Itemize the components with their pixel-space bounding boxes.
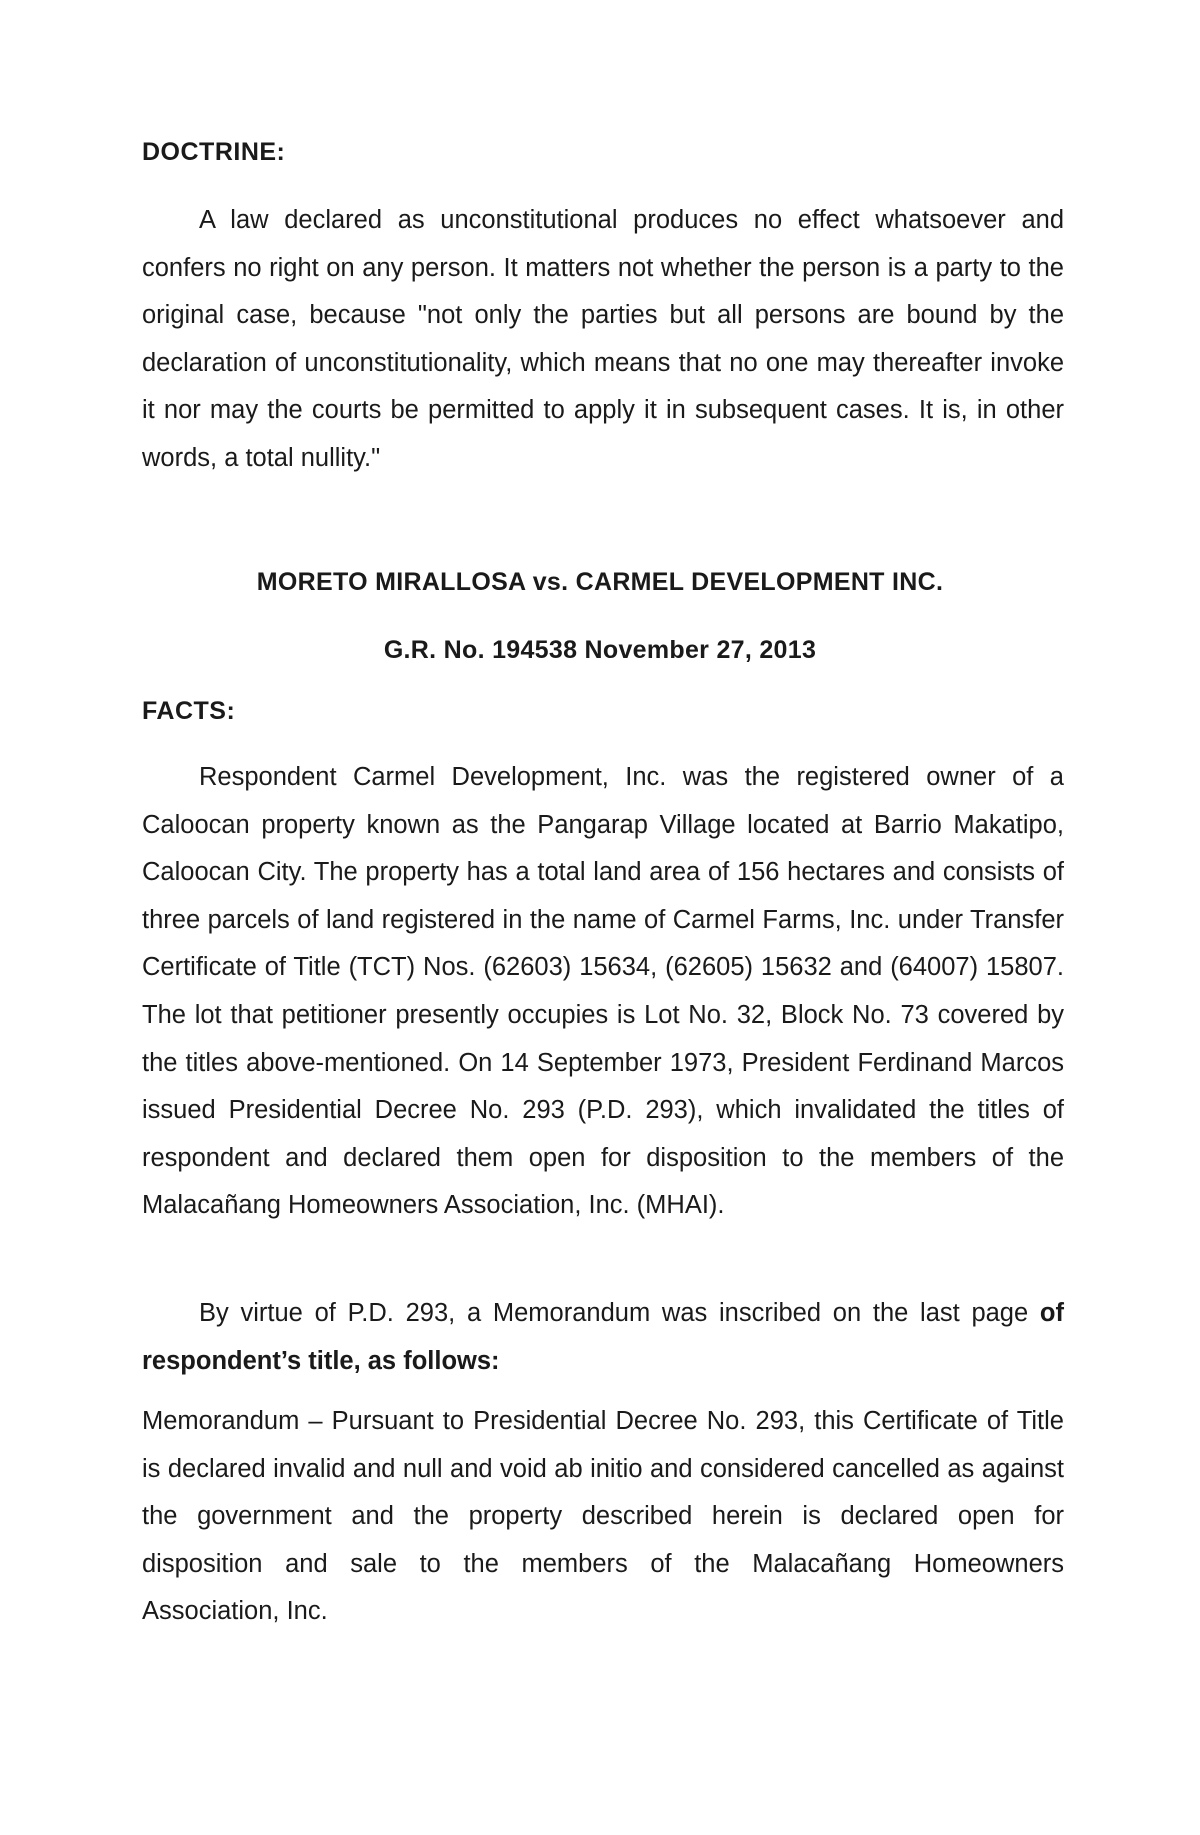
doctrine-heading: DOCTRINE: [142,138,286,166]
memorandum-quote: Memorandum – Pursuant to Presidential Decree No. 293, this Certificate of Title is declared invalid and null and void ab initio and considered cancelled as against the government and the property described herein is declared open for disposition and sale to the members of the Malacañang Homeowners Association, Inc. [142,1407,1064,1626]
facts-heading: FACTS: [142,697,236,725]
facts-paragraph-2 [142,1290,1064,1385]
case-citation: G.R. No. 194538 November 27, 2013 [383,636,817,664]
facts-paragraph-1: Respondent Carmel Development, Inc. was the registered owner of a Caloocan property known as the Pangarap Village located at Barrio Makatipo, Caloocan City. The property has a total land area of 156 hectares and consists of three parcels of land registered in the name of Carmel Farms, Inc. under Transfer Certificate of Title (TCT) Nos. (62603) 15634, (62605) 15632 and (64007) 15807. The lot that petitioner presently occupies is Lot No. 32, Block No. 73 covered by the titles above-mentioned. On 14 September 1973, President Ferdinand Marcos issued Presidential Decree No. 293 (P.D. 293), which invalidated the titles of respondent and declared them open for disposition to the members of the Malacañang Homeowners Association, Inc. (MHAI). [142,763,1064,1220]
case-title: MORETO MIRALLOSA vs. CARMEL DEVELOPMENT INC. [256,568,944,596]
facts-paragraph-2-intro: By virtue of P.D. 293, a Memorandum was inscribed on the last page [199,1299,1029,1327]
facts-paragraph-2-emphasis: of respondent’s title, as follows: [142,1299,1064,1375]
doctrine-paragraph: A law declared as unconstitutional produces no effect whatsoever and confers no right on any person. It matters not whether the person is a party to the original case, because "not only the parties but all persons are bound by the declaration of unconstitutionality, which means that no one may thereafter invoke it nor may the courts be permitted to apply it in subsequent cases. It is, in other words, a total nullity." [142,206,1064,472]
